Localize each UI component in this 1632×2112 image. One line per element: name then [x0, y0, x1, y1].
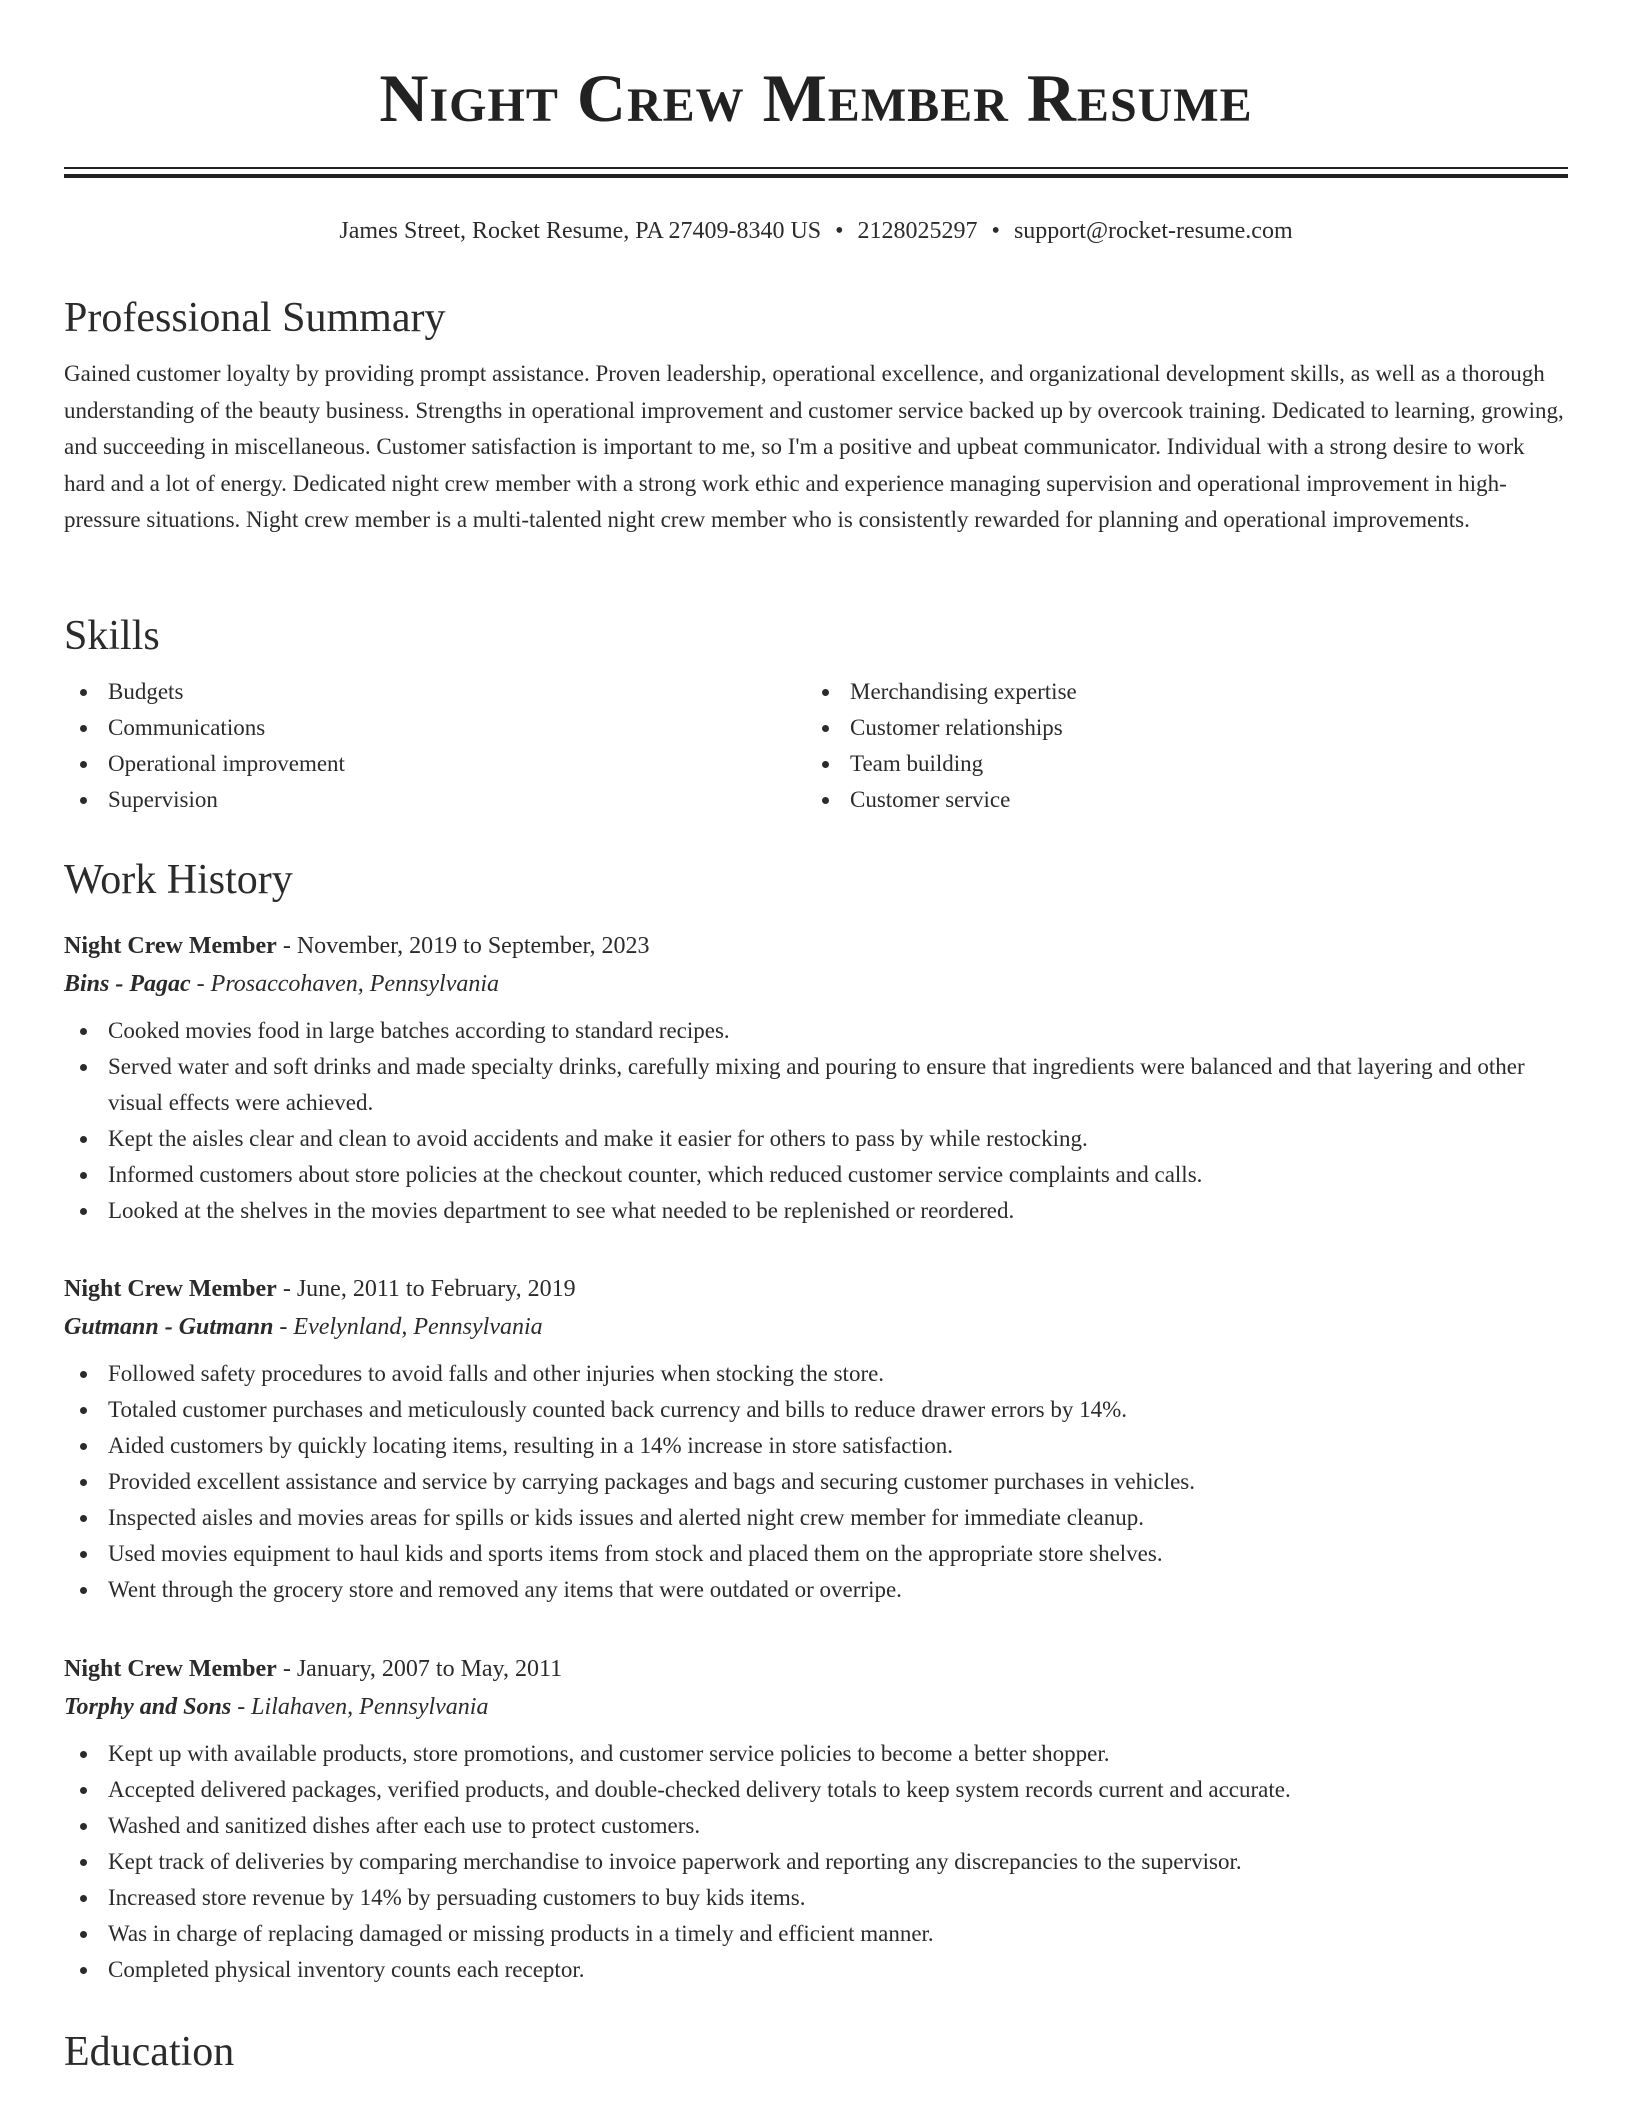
- job-company: Torphy and Sons: [64, 1694, 232, 1720]
- resume-page: [64, 0, 1568, 2075]
- skill-item: Team building: [806, 746, 1548, 782]
- job-company-line: [64, 1308, 1568, 1346]
- job-duty: Increased store revenue by 14% by persuading customers to buy kids items.: [64, 1880, 1568, 1916]
- job-duty: Completed physical inventory counts each receptor.: [64, 1952, 1568, 1988]
- job-entry: [64, 1650, 1568, 1988]
- job-entry: [64, 1270, 1568, 1608]
- job-duty: Aided customers by quickly locating items, resulting in a 14% increase in store satisfaction.: [64, 1428, 1568, 1464]
- job-duty: Informed customers about store policies at the checkout counter, which reduced customer service complaints and calls.: [64, 1157, 1568, 1193]
- job-location: - Lilahaven, Pennsylvania: [231, 1694, 489, 1720]
- contact-separator: •: [991, 218, 1000, 244]
- job-title: Night Crew Member: [64, 1656, 277, 1682]
- job-company: Gutmann - Gutmann: [64, 1314, 274, 1340]
- skill-item: Operational improvement: [64, 746, 806, 782]
- job-dates: - June, 2011 to February, 2019: [276, 1276, 576, 1302]
- work-history-heading: Work History: [64, 857, 293, 903]
- job-location: - Evelynland, Pennsylvania: [273, 1314, 543, 1340]
- job-duties: [64, 1736, 1568, 1988]
- title-divider-top: [64, 167, 1568, 169]
- education-heading: Education: [64, 2029, 235, 2075]
- contact-address: James Street, Rocket Resume, PA 27409-8340 US: [339, 218, 822, 244]
- contact-email: support@rocket-resume.com: [1013, 218, 1293, 244]
- job-dates: - November, 2019 to September, 2023: [276, 933, 650, 959]
- skill-item: Customer service: [806, 782, 1548, 818]
- job-duty: Accepted delivered packages, verified products, and double-checked delivery totals to keep system records current and accurate.: [64, 1772, 1568, 1808]
- summary-section: [64, 292, 1568, 539]
- job-company-line: [64, 965, 1568, 1003]
- skills-columns: [64, 674, 1568, 818]
- skill-item: Merchandising expertise: [806, 674, 1548, 710]
- job-duty: Inspected aisles and movies areas for spills or kids issues and alerted night crew member for immediate cleanup.: [64, 1500, 1568, 1536]
- job-duty: Provided excellent assistance and service by carrying packages and bags and securing customer purchases in vehicles.: [64, 1464, 1568, 1500]
- job-duty: Used movies equipment to haul kids and sports items from stock and placed them on the appropriate store shelves.: [64, 1536, 1568, 1572]
- summary-text: Gained customer loyalty by providing prompt assistance. Proven leadership, operational excellence, and organizational development skills, as well as a thorough understanding of the beauty business. Strengths in operational improvement and customer service backed up by overcook training. Dedicated to learning, growing, and succeeding in miscellaneous. Customer satisfaction is important to me, so I'm a positive and upbeat communicator. Individual with a strong desire to work hard and a lot of energy. Dedicated night crew member with a strong work ethic and experience managing supervision and operational improvement in high-pressure situations. Night crew member is a multi-talented night crew member who is consistently rewarded for planning and operational improvements.: [64, 361, 1564, 532]
- job-location: - Prosaccohaven, Pennsylvania: [190, 971, 500, 997]
- job-duty: Served water and soft drinks and made specialty drinks, carefully mixing and pouring to ensure that ingredients were balanced and that layering and other visual effects were achieved.: [64, 1049, 1568, 1121]
- contact-separator: •: [835, 218, 844, 244]
- job-duties: [64, 1356, 1568, 1608]
- job-duty: Kept up with available products, store promotions, and customer service policies to become a better shopper.: [64, 1736, 1568, 1772]
- skill-item: Budgets: [64, 674, 806, 710]
- skill-item: Communications: [64, 710, 806, 746]
- skills-left-list: [64, 674, 806, 818]
- work-history-section: [64, 854, 1568, 906]
- job-title-line: [64, 927, 1568, 965]
- job-duty: Kept the aisles clear and clean to avoid accidents and make it easier for others to pass by while restocking.: [64, 1121, 1568, 1157]
- contact-line: [64, 214, 1568, 248]
- job-dates: - January, 2007 to May, 2011: [276, 1656, 563, 1682]
- job-duty: Washed and sanitized dishes after each use to protect customers.: [64, 1808, 1568, 1844]
- job-duty: Followed safety procedures to avoid falls and other injuries when stocking the store.: [64, 1356, 1568, 1392]
- job-title: Night Crew Member: [64, 1276, 277, 1302]
- skills-section: [64, 610, 1568, 818]
- job-title-line: [64, 1270, 1568, 1308]
- job-duty: Was in charge of replacing damaged or missing products in a timely and efficient manner.: [64, 1916, 1568, 1952]
- skills-heading: Skills: [64, 613, 160, 659]
- contact-phone: 2128025297: [857, 218, 978, 244]
- job-duties: [64, 1013, 1568, 1229]
- job-duty: Went through the grocery store and removed any items that were outdated or overripe.: [64, 1572, 1568, 1608]
- job-duty: Looked at the shelves in the movies department to see what needed to be replenished or reordered.: [64, 1193, 1568, 1229]
- job-duty: Kept track of deliveries by comparing merchandise to invoice paperwork and reporting any discrepancies to the supervisor.: [64, 1844, 1568, 1880]
- skill-item: Supervision: [64, 782, 806, 818]
- job-duty: Totaled customer purchases and meticulously counted back currency and bills to reduce drawer errors by 14%.: [64, 1392, 1568, 1428]
- skill-item: Customer relationships: [806, 710, 1548, 746]
- job-company-line: [64, 1688, 1568, 1726]
- title-divider-bottom: [64, 174, 1568, 178]
- page-title: Night Crew Member Resume: [379, 60, 1253, 136]
- summary-heading: Professional Summary: [64, 295, 446, 341]
- job-duty: Cooked movies food in large batches according to standard recipes.: [64, 1013, 1568, 1049]
- job-entry: [64, 927, 1568, 1229]
- job-title: Night Crew Member: [64, 933, 277, 959]
- skills-right-list: [806, 674, 1548, 818]
- job-company: Bins - Pagac: [64, 971, 191, 997]
- job-title-line: [64, 1650, 1568, 1688]
- education-section: [64, 2026, 1568, 2078]
